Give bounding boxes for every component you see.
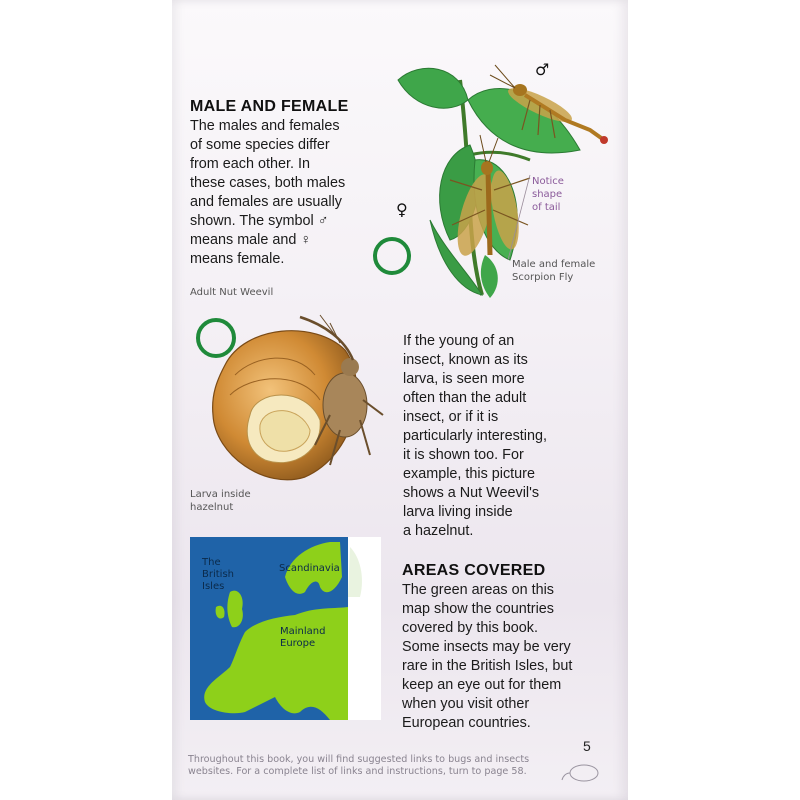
- mouse-icon: [560, 760, 604, 784]
- text-line: keep an eye out for them: [402, 677, 562, 693]
- nut-weevil-illustration: [205, 305, 390, 490]
- text-line: insect, known as its: [403, 352, 528, 368]
- text-line: covered by this book.: [402, 620, 538, 636]
- notice-caption: [532, 175, 564, 214]
- text-line: map show the countries: [402, 601, 554, 617]
- text-line: a hazelnut.: [403, 523, 474, 539]
- text-line: If the young of an: [403, 333, 515, 349]
- map-label-line: Mainland: [280, 626, 326, 637]
- map-label-line: Isles: [202, 581, 225, 592]
- caption-line: shape: [532, 189, 563, 200]
- caption-line: Larva inside: [190, 489, 251, 500]
- male-symbol: ♂: [535, 60, 550, 79]
- text-line: The green areas on this: [402, 582, 554, 598]
- page-number: 5: [583, 738, 591, 754]
- scorpion-fly-caption: [512, 258, 595, 284]
- text-line: means female.: [190, 251, 285, 267]
- text-line: often than the adult: [403, 390, 527, 406]
- text-line: these cases, both males: [190, 175, 346, 191]
- footer-line: Throughout this book, you will find suggested links to bugs and insects: [188, 754, 530, 765]
- map-label-line: The: [202, 557, 221, 568]
- map-label-line: British: [202, 569, 234, 580]
- text-line: it is shown too. For: [403, 447, 524, 463]
- text-line: when you visit other: [402, 696, 530, 712]
- map-label-mainland-europe: [280, 626, 325, 650]
- text-line: and females are usually: [190, 194, 342, 210]
- text-line: shows a Nut Weevil's: [403, 485, 540, 501]
- larva-caption: [190, 488, 251, 514]
- caption-line: hazelnut: [190, 502, 234, 513]
- map-label-line: Europe: [280, 638, 316, 649]
- male-female-heading: MALE AND FEMALE: [190, 98, 349, 115]
- text-line: larva, is seen more: [403, 371, 525, 387]
- caption-line: Male and female: [512, 259, 596, 270]
- text-line: means male and ♀: [190, 232, 312, 248]
- nut-weevil-label: Adult Nut Weevil: [190, 287, 274, 298]
- text-line: rare in the British Isles, but: [402, 658, 573, 674]
- male-female-text: [190, 117, 390, 269]
- text-line: from each other. In: [190, 156, 310, 172]
- larva-text: [403, 332, 603, 541]
- text-line: European countries.: [402, 715, 531, 731]
- text-line: shown. The symbol ♂: [190, 213, 329, 229]
- map-label-british-isles: [202, 557, 234, 593]
- text-line: of some species differ: [190, 137, 330, 153]
- female-symbol: ♀: [396, 200, 408, 219]
- tick-circle: [373, 237, 411, 275]
- text-line: particularly interesting,: [403, 428, 547, 444]
- map-label-scandinavia: Scandinavia: [279, 563, 340, 574]
- text-line: The males and females: [190, 118, 340, 134]
- text-line: Some insects may be very: [402, 639, 571, 655]
- areas-covered-text: [402, 581, 612, 733]
- caption-line: Scorpion Fly: [512, 272, 574, 283]
- text-line: insect, or if it is: [403, 409, 499, 425]
- footer-note: [188, 754, 568, 778]
- areas-covered-heading: AREAS COVERED: [402, 562, 546, 579]
- footer-line: websites. For a complete list of links and instructions, turn to page 58.: [188, 766, 527, 777]
- text-line: larva living inside: [403, 504, 513, 520]
- caption-line: of tail: [532, 202, 561, 213]
- text-line: example, this picture: [403, 466, 535, 482]
- caption-line: Notice: [532, 176, 564, 187]
